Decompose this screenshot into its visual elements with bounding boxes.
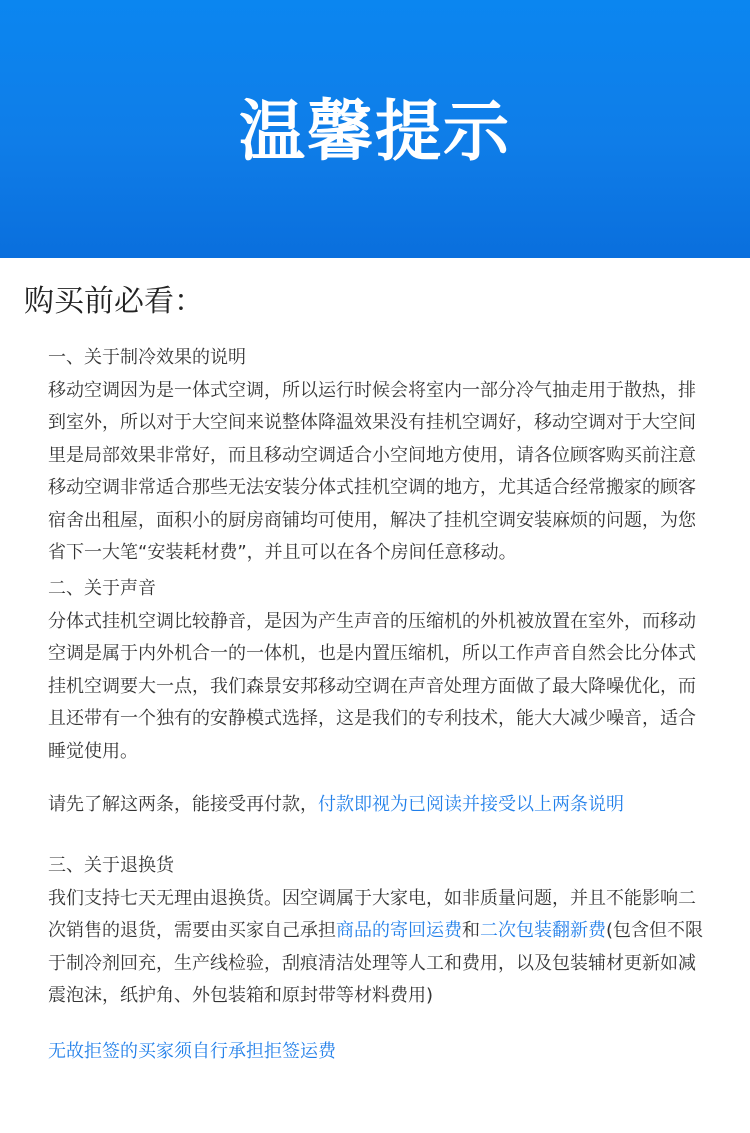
- returns-highlight-shipping: 商品的寄回运费: [336, 920, 462, 941]
- payment-notice: [48, 789, 728, 821]
- section-returns: [48, 850, 708, 1013]
- section-noise: [48, 573, 708, 768]
- payment-notice-highlight: 付款即视为已阅读并接受以上两条说明: [318, 794, 624, 815]
- section-noise-body: 分体式挂机空调比较静音，是因为产生声音的压缩机的外机被放置在室外，而移动空调是属于内外机合一的一体机，也是内置压缩机，所以工作声音自然会比分体式挂机空调要大一点，我们森景安邦移动空调在声音处理方面做了最大降噪优化，而且还带有一个独有的安静模式选择，这是我们的专利技术，能大大减少噪音，适合睡觉使用。: [48, 610, 696, 762]
- section-cooling-body: 移动空调因为是一体式空调，所以运行时候会将室内一部分冷气抽走用于散热，排到室外，所以对于大空间来说整体降温效果没有挂机空调好，移动空调对于大空间里是局部效果非常好，而且移动空调适合小空间地方使用，请各位顾客购买前注意移动空调非常适合那些无法安装分体式挂机空调的地方，尤其适合经常搬家的顾客宿舍出租屋，面积小的厨房商铺均可使用，解决了挂机空调安装麻烦的问题，为您省下一大笔“安装耗材费”，并且可以在各个房间任意移动。: [48, 379, 696, 563]
- section-cooling: [48, 342, 708, 570]
- banner-title: 温馨提示: [239, 93, 511, 170]
- payment-notice-text: 请先了解这两条，能接受再付款，: [48, 794, 318, 815]
- section-returns-body: [48, 883, 708, 1013]
- returns-highlight-repack: 二次包装翻新费: [480, 920, 606, 941]
- refusal-notice: 无故拒签的买家须自行承担拒签运费: [48, 1041, 336, 1062]
- section-cooling-title: 一、关于制冷效果的说明: [48, 347, 246, 368]
- section-noise-title: 二、关于声音: [48, 578, 156, 599]
- returns-body-part1: 我们支持七天无理由退换货。因空调属于大家电，如非质量问题，并且不能影响二次销售的退货，需要由买家自己承担: [48, 887, 696, 941]
- section-returns-title: 三、关于退换货: [48, 855, 174, 876]
- header-banner: [0, 0, 750, 258]
- returns-body-part3: (包含但不限于制冷剂回充，生产线检验，刮痕清洁处理等人工和费用，以及包装辅材更新如减震泡沫，纸护角、外包装箱和原封带等材料费用): [48, 920, 704, 1006]
- page-heading: 购买前必看：: [24, 284, 204, 319]
- returns-body-part2: 和: [462, 920, 480, 941]
